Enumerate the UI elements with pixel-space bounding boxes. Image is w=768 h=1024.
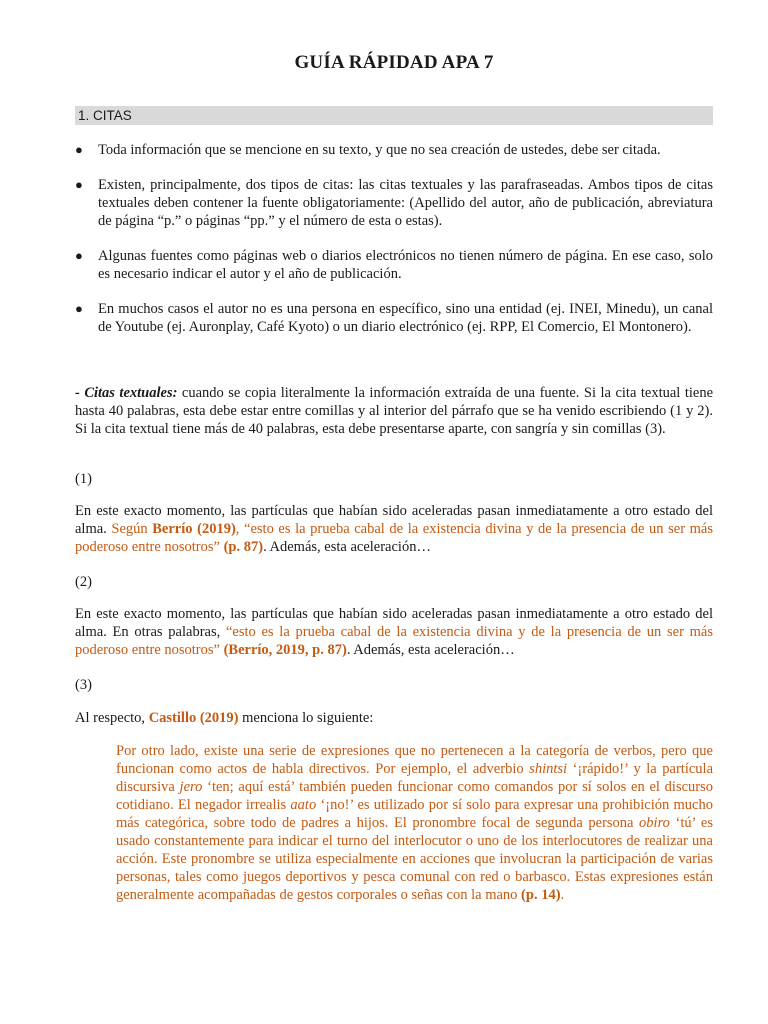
- textuales-paragraph: [75, 384, 713, 438]
- citation-page: (p. 14): [521, 887, 561, 903]
- example-3-label: (3): [75, 677, 92, 693]
- bullet-icon: ●: [75, 301, 83, 316]
- bullet-list: [75, 141, 713, 353]
- example-2-paragraph: En este exacto momento, las partículas que habían sido aceleradas pasan inmediatamente a otro estado del alma. En otras palabras, “esto es la prueba cabal de la existencia divina y de la presencia de un ser más poderoso entre nosotros” (Berrío, 2019, p. 87). Además, esta aceleración…: [75, 606, 713, 658]
- example-2-label: (2): [75, 574, 92, 590]
- list-item: ● Existen, principalmente, dos tipos de citas: las citas textuales y las parafraseadas. Ambos tipos de citas textuales deben contener la fuente obligatoriamente: (Apellido del autor, año de publicación, abreviatura de página “p.” o páginas “pp.” y el número de esta o estas).: [75, 177, 713, 229]
- list-item: ● Algunas fuentes como páginas web o diarios electrónicos no tienen número de página. En ese caso, solo es necesario indicar el autor y el año de publicación.: [75, 248, 713, 282]
- citation-page: (p. 87): [219, 539, 264, 555]
- textuales-body: cuando se copia literalmente la información extraída de una fuente. Si la cita textual tiene hasta 40 palabras, esta debe estar entre comillas y al interior del párrafo que se ha venido escribiendo (1 y 2). Si la cita textual tiene más de 40 palabras, esta debe presentarse aparte, con sangría y sin comillas (3).: [75, 385, 713, 437]
- inline-quote: “esto es la prueba cabal de la existencia divina y de la presencia de un ser más poderoso entre nosotros”: [75, 624, 713, 658]
- textuales-lead: - Citas textuales:: [75, 385, 178, 401]
- list-item: ● Toda información que se mencione en su texto, y que no sea creación de ustedes, debe ser citada.: [75, 142, 661, 158]
- example-1-label: (1): [75, 471, 92, 487]
- inline-quote: “esto es la prueba cabal de la existencia divina y de la presencia de un ser más poderoso entre nosotros”: [75, 521, 713, 555]
- citation: (Berrío, 2019, p. 87): [219, 642, 347, 658]
- page-title: GUÍA RÁPIDAD APA 7: [294, 52, 494, 73]
- bullet-icon: ●: [75, 177, 83, 192]
- bullet-icon: ●: [75, 248, 83, 263]
- list-item: ● En muchos casos el autor no es una persona en específico, sino una entidad (ej. INEI, Minedu), un canal de Youtube (ej. Auronplay, Café Kyoto) o un diario electrónico (ej. RPP, El Comercio, El Montonero).: [75, 301, 713, 335]
- example-3-intro: Al respecto, Castillo (2019) menciona lo siguiente:: [75, 710, 374, 726]
- example-1-paragraph: En este exacto momento, las partículas que habían sido aceleradas pasan inmediatamente a otro estado del alma. Según Berrío (2019), “esto es la prueba cabal de la existencia divina y de la presencia de un ser más poderoso entre nosotros” (p. 87). Además, esta aceleración…: [75, 503, 713, 555]
- section-header-citas: 1. CITAS: [75, 106, 713, 125]
- citation-author: Berrío (2019): [152, 521, 236, 537]
- block-quote: Por otro lado, existe una serie de expresiones que no pertenecen a la categoría de verbos, pero que funcionan como actos de habla directivos. Por ejemplo, el adverbio shintsi ‘¡rápido!’ y la partícula discursiva jero ‘ten; aquí está’ también pueden funcionar como comandos por sí solos en el discurso cotidiano. El negador irrealis aato ‘¡no!’ es utilizado por sí solo para expresar una prohibición mucho más categórica, sobre todo de padres a hijos. El pronombre focal de segunda persona obiro ‘tú’ es usado constantemente para indicar el turno del interlocutor o uno de los interlocutores de realizar una acción. Este pronombre se utiliza especialmente en acciones que involucran la participación de varias personas, tales como juegos deportivos y pesca comunal con red o barbasco. Estas expresiones están generalmente acompañadas de gestos corporales o señas con la mano (p. 14).: [116, 743, 714, 903]
- bullet-icon: ●: [75, 142, 83, 157]
- citation-author: Castillo (2019): [148, 710, 239, 726]
